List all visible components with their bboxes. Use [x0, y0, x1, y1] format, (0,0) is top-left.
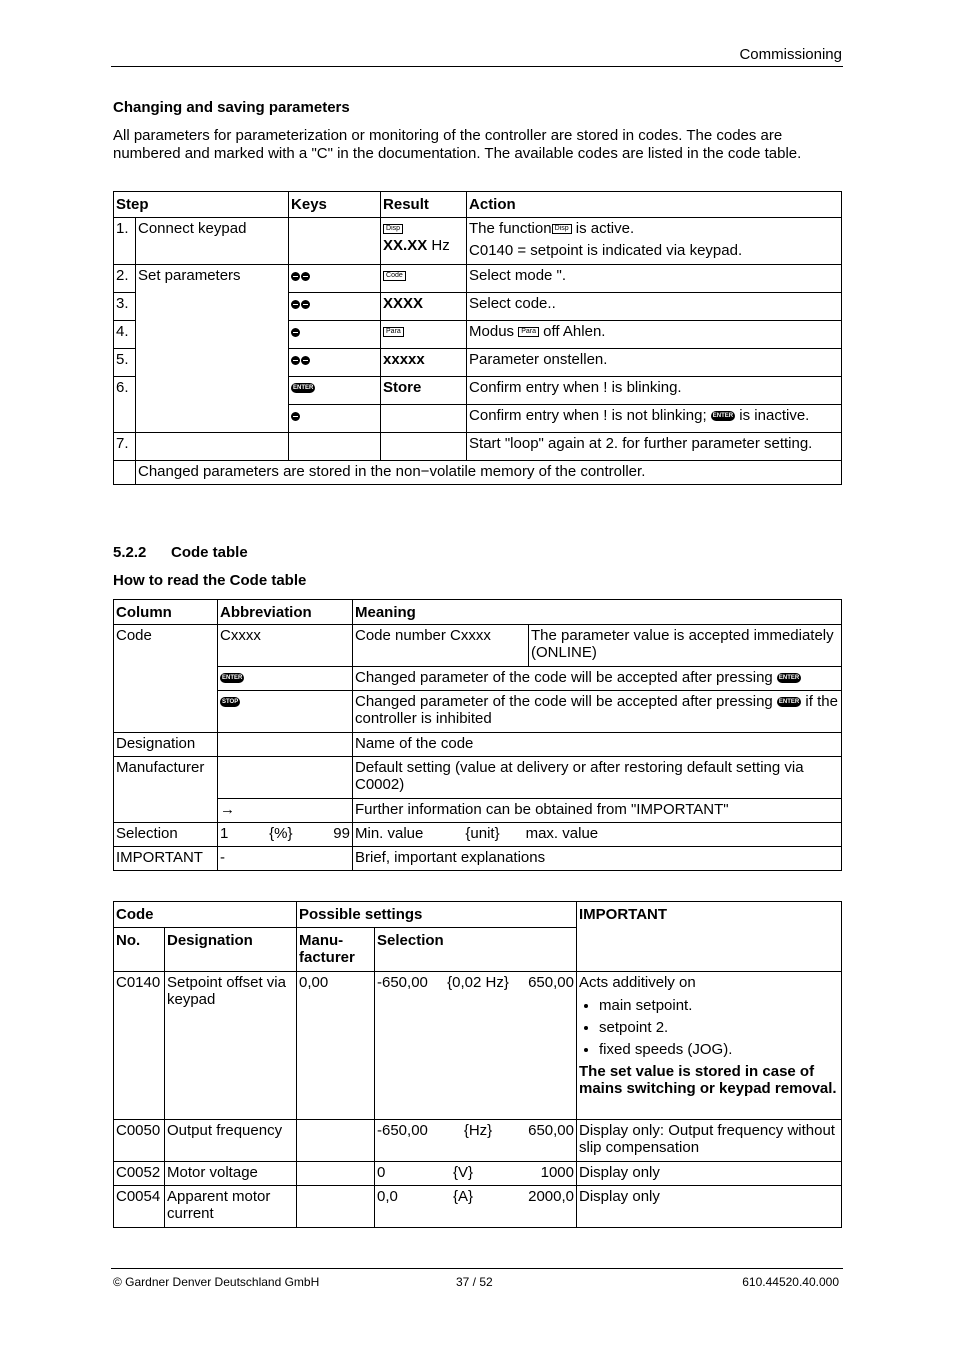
keys-cell: [289, 405, 381, 433]
list-item: • setpoint 2.: [599, 1019, 839, 1036]
code-manufacturer: [297, 1162, 375, 1186]
important-note: The set value is stored in case of mains switching or keypad removal.: [579, 1063, 837, 1097]
table-row: [114, 1162, 842, 1186]
result-cell: [381, 433, 467, 461]
selection-unit: {Hz}: [463, 1122, 493, 1139]
keys-cell: [289, 433, 381, 461]
prg-key-icon: [301, 272, 310, 281]
action-text: Modus: [469, 323, 519, 340]
header-designation: Designation: [165, 928, 297, 972]
column-cell: Selection: [114, 823, 218, 847]
step-number: 4.: [114, 321, 136, 349]
abbreviation-cell: [218, 691, 353, 733]
result-unit: Hz: [427, 237, 450, 254]
selection-max: 1000: [540, 1164, 574, 1181]
result-cell: [381, 405, 467, 433]
header-action: Action: [467, 192, 842, 218]
column-cell: IMPORTANT: [114, 847, 218, 871]
code-designation: Setpoint offset via keypad: [165, 972, 297, 1120]
code-no: C0054: [114, 1186, 165, 1228]
enter-key-icon: ENTER: [712, 413, 734, 420]
meaning-min: Min. value: [355, 825, 424, 842]
footer-company: © Gardner Denver Deutschland GmbH: [113, 1275, 320, 1289]
keys-cell: [289, 321, 381, 349]
shift-key-icon: [291, 272, 300, 281]
page-number: 37 / 52: [456, 1275, 493, 1289]
action-cell: [467, 321, 842, 349]
header-no: No.: [114, 928, 165, 972]
meaning-text: Changed parameter of the code will be accepted after pressing: [355, 669, 777, 686]
selection-min: -650,00: [377, 1122, 428, 1139]
section-heading: Changing and saving parameters: [113, 99, 350, 116]
footer-rule: [111, 1268, 843, 1269]
meaning-cell: Code number Cxxxx: [353, 625, 529, 667]
selection-min: -650,00: [377, 974, 428, 991]
arrow-down-key-icon: [291, 356, 300, 365]
meaning-text: Changed parameter of the code will be accepted after pressing: [355, 693, 777, 710]
subsection-subtitle: How to read the Code table: [113, 572, 307, 589]
step-number: 1.: [114, 218, 136, 265]
selection-min: 1: [220, 825, 229, 842]
selection-max: 2000,0: [528, 1188, 574, 1205]
action-cell: Parameter onstellen.: [467, 349, 842, 377]
action-cell: Start "loop" again at 2. for further parameter setting.: [467, 433, 842, 461]
header-important: IMPORTANT: [577, 902, 842, 972]
table-row: [114, 433, 842, 461]
result-cell: [381, 377, 467, 405]
step-number: 3.: [114, 293, 136, 321]
selection-unit: {0,02 Hz}: [447, 974, 509, 991]
table-note: Changed parameters are stored in the non−volatile memory of the controller.: [136, 461, 842, 485]
abbreviation-cell: [218, 823, 353, 847]
header-possible-settings: Possible settings: [297, 902, 577, 928]
table-row: [114, 847, 842, 871]
table-row: [114, 691, 842, 733]
code-important: Display only: [577, 1186, 842, 1228]
meaning-cell: Default setting (value at delivery or after restoring default setting via C0002): [353, 757, 842, 799]
header-step: Step: [114, 192, 289, 218]
result-cell: [381, 265, 467, 293]
abbreviation-cell: [218, 733, 353, 757]
enter-key-icon: ENTER: [778, 699, 800, 706]
header-result: Result: [381, 192, 467, 218]
code-icon: Code: [383, 271, 406, 281]
arrow-down-key-icon: [291, 300, 300, 309]
step-number: [114, 461, 136, 485]
code-no: C0050: [114, 1120, 165, 1162]
keys-cell: [289, 377, 381, 405]
header-selection: Selection: [375, 928, 577, 972]
header-keys: Keys: [289, 192, 381, 218]
important-list: [579, 997, 839, 1058]
result-cell: [381, 218, 467, 265]
table-row: [114, 218, 842, 265]
step-description: [136, 433, 289, 461]
selection-min: 0,0: [377, 1188, 398, 1205]
meaning-text: if the controller is inhibited: [355, 693, 838, 727]
important-text: Acts additively on: [579, 974, 696, 991]
code-no: C0052: [114, 1162, 165, 1186]
selection-unit: {A}: [452, 1188, 473, 1205]
table-row: [114, 461, 842, 485]
meaning-cell: [353, 823, 842, 847]
stop-key-icon: STOP: [222, 699, 239, 706]
enter-key-icon: ENTER: [222, 675, 243, 682]
code-important: Display only: Output frequency without slip compensation: [577, 1120, 842, 1162]
code-designation: Apparent motor current: [165, 1186, 297, 1228]
disp-icon: Disp: [552, 224, 572, 234]
para-icon: Para: [383, 327, 404, 337]
result-cell: [381, 321, 467, 349]
meaning-max: max. value: [525, 825, 599, 842]
action-cell: Select mode ".: [467, 265, 842, 293]
meaning-cell: [353, 691, 842, 733]
action-text: C0140 = setpoint is indicated via keypad.: [469, 242, 743, 259]
action-text: The function: [469, 220, 552, 237]
running-header: Commissioning: [739, 46, 842, 63]
list-item: • fixed speeds (JOG).: [599, 1041, 839, 1058]
code-manufacturer: 0,00: [297, 972, 375, 1120]
keys-cell: [289, 349, 381, 377]
code-selection: [375, 1186, 577, 1228]
header-manufacturer: Manu- facturer: [297, 928, 375, 972]
header-rule: [111, 66, 843, 67]
code-table: [113, 901, 842, 1228]
read-code-table: [113, 599, 842, 871]
action-cell: [467, 405, 842, 433]
code-manufacturer: [297, 1186, 375, 1228]
subsection-title: Code table: [171, 544, 248, 561]
step-number: 7.: [114, 433, 136, 461]
intro-paragraph: All parameters for parameterization or monitoring of the controller are stored in codes. The codes are numbered and marked with a "C" in the documentation. The available codes are listed in the code table.: [113, 127, 802, 162]
table-row: [114, 757, 842, 799]
code-important: [577, 972, 842, 1120]
keys-cell: [289, 265, 381, 293]
result-value: XXXX: [383, 295, 424, 312]
result-value: XX.XX: [383, 237, 428, 254]
arrow-right-icon: →: [218, 799, 353, 823]
code-designation: Output frequency: [165, 1120, 297, 1162]
header-meaning: Meaning: [353, 600, 842, 625]
result-value: xxxxx: [383, 351, 425, 368]
meaning-cell: Further information can be obtained from "IMPORTANT": [353, 799, 842, 823]
header-code: Code: [114, 902, 297, 928]
column-cell: Manufacturer: [114, 757, 218, 823]
meaning-cell: The parameter value is accepted immediately (ONLINE): [529, 625, 842, 667]
table-row: [114, 823, 842, 847]
step-number: 2.: [114, 265, 136, 293]
abbreviation-cell: Cxxxx: [218, 625, 353, 667]
step-description: Connect keypad: [136, 218, 289, 265]
result-cell: [381, 349, 467, 377]
code-manufacturer: [297, 1120, 375, 1162]
steps-table: [113, 191, 842, 485]
table-row: [114, 265, 842, 293]
code-selection: [375, 1120, 577, 1162]
column-cell: Code: [114, 625, 218, 733]
table-row: [114, 1186, 842, 1228]
meaning-unit: {unit}: [465, 825, 500, 842]
action-text: off Ahlen.: [539, 323, 606, 340]
selection-max: 99: [333, 825, 350, 842]
code-selection: [375, 972, 577, 1120]
subsection-number: 5.2.2: [113, 544, 147, 561]
code-important: Display only: [577, 1162, 842, 1186]
result-cell: [381, 293, 467, 321]
arrow-up-key-icon: [301, 356, 310, 365]
enter-key-icon: ENTER: [293, 385, 314, 392]
selection-max: 650,00: [528, 974, 574, 991]
table-row: [114, 625, 842, 667]
table-row: [114, 972, 842, 1120]
abbreviation-cell: [218, 757, 353, 799]
step-number: 6.: [114, 377, 136, 433]
meaning-cell: [353, 667, 842, 691]
step-number: 5.: [114, 349, 136, 377]
action-text: is inactive.: [735, 407, 810, 424]
meaning-cell: Name of the code: [353, 733, 842, 757]
selection-max: 650,00: [528, 1122, 574, 1139]
column-cell: Designation: [114, 733, 218, 757]
abbreviation-cell: -: [218, 847, 353, 871]
action-text: Confirm entry when ! is not blinking;: [469, 407, 711, 424]
meaning-cell: Brief, important explanations: [353, 847, 842, 871]
abbreviation-cell: [218, 667, 353, 691]
header-abbreviation: Abbreviation: [218, 600, 353, 625]
table-row: [114, 1120, 842, 1162]
prg-key-icon: [291, 328, 300, 337]
list-item: • main setpoint.: [599, 997, 839, 1014]
table-row: [114, 667, 842, 691]
selection-unit: {%}: [269, 825, 293, 842]
document-number: 610.44520.40.000: [742, 1275, 839, 1289]
table-row: [114, 799, 842, 823]
action-text: is active.: [571, 220, 635, 237]
selection-unit: {V}: [452, 1164, 473, 1181]
enter-key-icon: ENTER: [778, 675, 800, 682]
keys-cell: [289, 218, 381, 265]
action-cell: [467, 218, 842, 265]
prg-key-icon: [291, 412, 300, 421]
selection-min: 0: [377, 1164, 386, 1181]
action-cell: Confirm entry when ! is blinking.: [467, 377, 842, 405]
header-column: Column: [114, 600, 218, 625]
disp-icon: Disp: [383, 224, 403, 234]
code-selection: [375, 1162, 577, 1186]
para-icon: Para: [518, 327, 539, 337]
step-description: Set parameters: [136, 265, 289, 433]
code-no: C0140: [114, 972, 165, 1120]
action-cell: Select code..: [467, 293, 842, 321]
keys-cell: [289, 293, 381, 321]
code-designation: Motor voltage: [165, 1162, 297, 1186]
arrow-up-key-icon: [301, 300, 310, 309]
result-value: Store: [383, 379, 422, 396]
table-row: [114, 733, 842, 757]
